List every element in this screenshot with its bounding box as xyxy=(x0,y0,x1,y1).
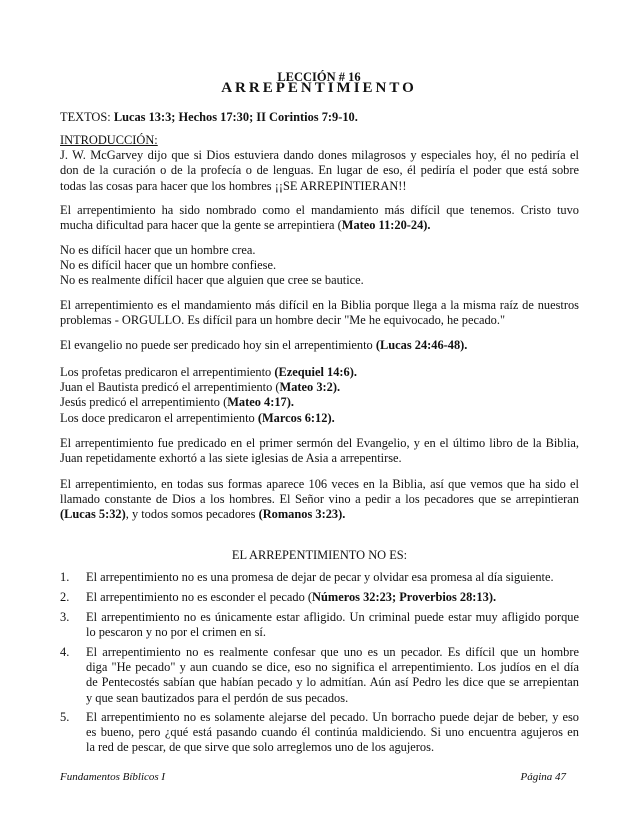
commandment-line-text: mucha dificultad para hacer que la gente se arrepintiera ( xyxy=(60,218,342,233)
pride-line: problemas - ORGULLO. Es difícil para un hombre decir "Me he equivocado, he pecado." xyxy=(60,313,506,328)
occurrences-paragraph xyxy=(60,477,579,523)
list-number: 2. xyxy=(60,590,70,604)
list-line: El arrepentimiento no es solamente alejarse del pecado. Un borracho puede dejar de beber, y eso xyxy=(86,710,579,724)
pride-line: El arrepentimiento es el mandamiento más difícil en la Biblia porque llega a la misma raíz de nuestros xyxy=(60,298,579,312)
preached-text: Los doce predicaron el arrepentimiento xyxy=(60,410,258,425)
list-item xyxy=(60,570,579,585)
list-line: El arrepentimiento no es una promesa de dejar de pecar y olvidar esa promesa al día siguiente. xyxy=(86,570,554,584)
preached-line xyxy=(60,365,579,380)
sermon-line: Juan repetidamente exhortó a las siete iglesias de Asia a arrepentirse. xyxy=(60,451,402,466)
list-line: la red de pescar, de que sirve que solo arreglemos uno de los agujeros. xyxy=(86,740,435,755)
list-item xyxy=(60,710,579,756)
gospel-text: El evangelio no puede ser predicado hoy sin el arrepentimiento xyxy=(60,338,376,352)
list-number: 1. xyxy=(60,570,70,584)
intro-line: J. W. McGarvey dijo que si Dios estuviera dando dones milagrosos y especiales hoy, él no pediría el xyxy=(60,148,579,163)
intro-heading: INTRODUCCIÓN: xyxy=(60,133,158,147)
sermon-line: El arrepentimiento fue predicado en el primer sermón del Evangelio, y en el último libro de la Biblia, xyxy=(60,436,579,450)
occurrences-ref: (Lucas 5:32) xyxy=(60,507,126,522)
occurrences-line: llamado constante de Dios a los hombres. El Señor vino a pedir a los pecadores que se arrepintieran xyxy=(60,492,579,507)
commandment-ref: Mateo 11:20-24). xyxy=(341,218,431,233)
preached-ref: Mateo 4:17). xyxy=(227,395,294,410)
preached-paragraph xyxy=(60,365,579,426)
sermon-paragraph xyxy=(60,436,579,466)
intro-line: todas las cosas para hacer que los hombres ¡¡SE ARREPINTIERAN!! xyxy=(60,178,407,193)
gospel-paragraph xyxy=(60,338,579,353)
list-line: diga "He pecado" y aun cuando se dice, eso no significa el arrepentimiento. Los judíos en el día xyxy=(86,660,579,675)
preached-ref: Mateo 3:2). xyxy=(279,380,341,395)
preached-line xyxy=(60,395,579,410)
texts-label: TEXTOS: xyxy=(60,110,114,124)
texts-refs: Lucas 13:3; Hechos 17:30; II Corintios 7:9-10. xyxy=(113,110,358,124)
pride-paragraph xyxy=(60,298,579,328)
commandment-paragraph xyxy=(60,203,579,233)
list-line: es bueno, pero ¿qué está pasando cuando él continúa maldiciendo. Si uno encuentra agujeros en xyxy=(86,725,579,740)
list-item xyxy=(60,610,579,641)
occurrences-ref: (Romanos 3:23). xyxy=(258,507,346,522)
gospel-ref: (Lucas 24:46-48). xyxy=(375,338,468,352)
list-ref: Números 32:23; Proverbios 28:13). xyxy=(312,590,497,604)
footer-page-number: Página 47 xyxy=(520,771,566,783)
footer-book-title: Fundamentos Bíblicos I xyxy=(60,771,166,783)
intro-line: don de la curación o de la profecía o de lenguas. En lugar de eso, él pediría el poder que está sobre xyxy=(60,163,579,178)
list-line xyxy=(86,590,579,605)
list-line: El arrepentimiento no es realmente confesar que uno es un pecador. Es difícil que un hombre xyxy=(86,645,579,659)
intro-paragraph xyxy=(60,133,579,194)
list-text: El arrepentimiento no es esconder el pecado ( xyxy=(86,590,313,604)
list-line: El arrepentimiento no es únicamente estar afligido. Un criminal puede estar muy afligido porque xyxy=(86,610,579,624)
commandment-line: El arrepentimiento ha sido nombrado como el mandamiento más difícil que tenemos. Cristo tuvo xyxy=(60,203,579,217)
list-item xyxy=(60,645,579,706)
lesson-number: LECCIÓN # 16 xyxy=(277,70,361,84)
not-difficult-line: No es difícil hacer que un hombre crea. xyxy=(60,243,256,257)
not-difficult-line: No es realmente difícil hacer que alguien que cree se bautice. xyxy=(60,273,364,288)
list-number: 5. xyxy=(60,710,70,724)
lesson-title: ARREPENTIMIENTO xyxy=(221,80,417,96)
texts-line xyxy=(60,110,579,125)
preached-ref: (Ezequiel 14:6). xyxy=(274,365,357,379)
list-item xyxy=(60,590,579,605)
list-line: de Pentecostés sabían que habían pecado y lo admitían. Aún así Pedro les dice que se arrepientan xyxy=(86,675,579,690)
list-number: 3. xyxy=(60,610,70,624)
list-number: 4. xyxy=(60,645,70,659)
occurrences-line: El arrepentimiento, en todas sus formas aparece 106 veces en la Biblia, así que vemos que ha sido el xyxy=(60,477,579,491)
preached-ref: (Marcos 6:12). xyxy=(257,410,335,425)
preached-line xyxy=(60,380,579,395)
preached-line xyxy=(60,411,579,426)
preached-text: Jesús predicó el arrepentimiento ( xyxy=(60,395,228,410)
preached-text: Los profetas predicaron el arrepentimiento xyxy=(60,365,275,379)
list-line: y que sean bautizados para el perdón de sus pecados. xyxy=(86,690,349,705)
occurrences-text: , y todos somos pecadores xyxy=(125,507,259,522)
section-heading: EL ARREPENTIMIENTO NO ES: xyxy=(231,548,408,562)
not-difficult-paragraph xyxy=(60,243,579,289)
list-line: lo pescaron y no por el crimen en sí. xyxy=(86,625,266,640)
not-difficult-line: No es difícil hacer que un hombre confiese. xyxy=(60,258,277,273)
preached-text: Juan el Bautista predicó el arrepentimiento ( xyxy=(60,380,280,395)
